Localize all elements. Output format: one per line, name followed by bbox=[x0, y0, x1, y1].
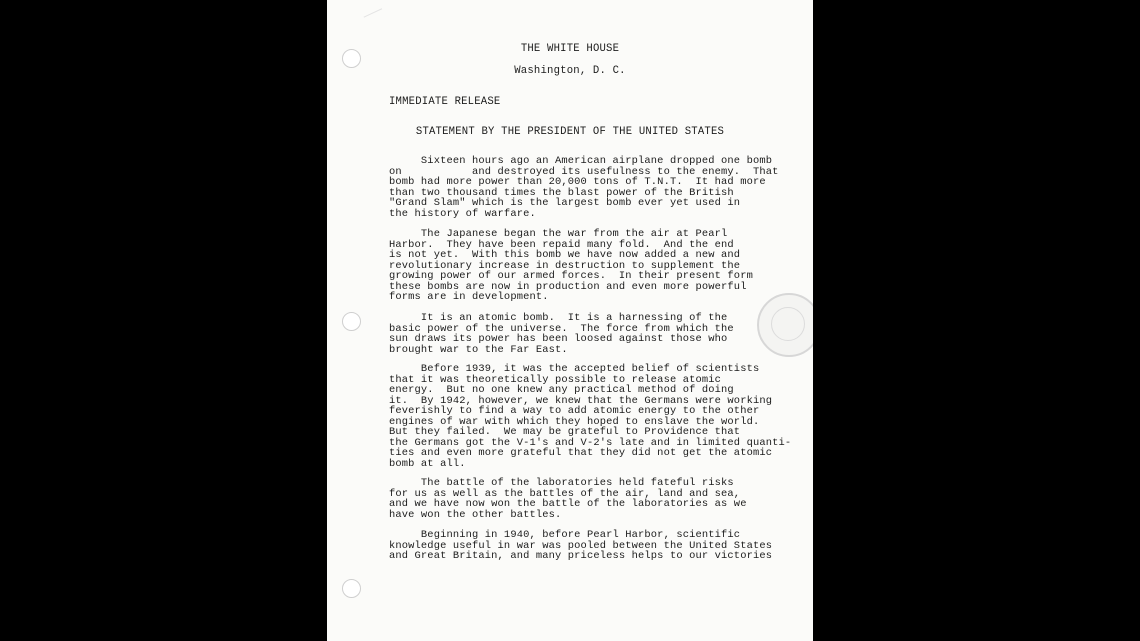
page-smudge bbox=[364, 8, 387, 26]
letterhead-org: THE WHITE HOUSE bbox=[520, 43, 620, 55]
text-line: and Great Britain, and many priceless helps to our victories bbox=[389, 550, 773, 563]
text-line: basic power of the universe. The force from which the bbox=[389, 322, 734, 335]
text-line: The Japanese began the war from the air at Pearl bbox=[389, 228, 728, 240]
text-line: "Grand Slam" which is the largest bomb ever yet used in bbox=[389, 197, 741, 210]
text-line: the Germans got the V-1's and V-2's late and in limited quanti- bbox=[389, 436, 792, 449]
text-line: The battle of the laboratories held fateful risks bbox=[389, 477, 734, 489]
paragraph-6 bbox=[389, 530, 799, 562]
text-line: brought war to the Far East. bbox=[389, 343, 568, 356]
text-line: Harbor. They have been repaid many fold. And the end bbox=[389, 238, 734, 251]
text-line: feverishly to find a way to add atomic energy to the other bbox=[389, 405, 760, 418]
text-line: on and destroyed its usefulness to the enemy. That bbox=[389, 165, 779, 178]
document-title: STATEMENT BY THE PRESIDENT OF THE UNITED STATES bbox=[415, 126, 725, 138]
text-line: engines of war with which they hoped to enslave the world. bbox=[389, 415, 760, 428]
text-line: is not yet. With this bomb we have now added a new and bbox=[389, 249, 741, 262]
text-line: Sixteen hours ago an American airplane dropped one bomb bbox=[389, 155, 773, 167]
text-line: forms are in development. bbox=[389, 291, 549, 304]
text-line: for us as well as the battles of the air, land and sea, bbox=[389, 487, 741, 500]
text-line: knowledge useful in war was pooled between the United States bbox=[389, 539, 773, 552]
document-page bbox=[327, 0, 813, 641]
paragraph-2 bbox=[389, 229, 799, 303]
text-line: bomb had more power than 20,000 tons of T.N.T. It had more bbox=[389, 176, 766, 189]
text-line: But they failed. We may be grateful to Providence that bbox=[389, 426, 741, 439]
text-line: have won the other battles. bbox=[389, 508, 562, 521]
letterhead-place: Washington, D. C. bbox=[514, 65, 626, 77]
text-line: than two thousand times the blast power of the British bbox=[389, 186, 734, 199]
text-line: ties and even more grateful that they did not get the atomic bbox=[389, 447, 773, 460]
text-line: Before 1939, it was the accepted belief of scientists bbox=[389, 363, 760, 375]
stamp-inner-ring bbox=[771, 307, 805, 341]
library-stamp bbox=[757, 293, 813, 357]
text-line: and we have now won the battle of the laboratories as we bbox=[389, 498, 747, 511]
text-line: growing power of our armed forces. In their present form bbox=[389, 270, 753, 283]
text-line: bomb at all. bbox=[389, 457, 466, 470]
text-line: Beginning in 1940, before Pearl Harbor, scientific bbox=[389, 529, 741, 541]
text-line: it. By 1942, however, we knew that the Germans were working bbox=[389, 394, 773, 407]
paragraph-5 bbox=[389, 478, 799, 520]
text-line: the history of warfare. bbox=[389, 207, 536, 220]
paragraph-3 bbox=[389, 313, 799, 355]
release-label: IMMEDIATE RELEASE bbox=[389, 96, 501, 108]
text-line: sun draws its power has been loosed against those who bbox=[389, 333, 728, 346]
text-line: that it was theoretically possible to release atomic bbox=[389, 373, 722, 386]
paragraph-4 bbox=[389, 364, 799, 469]
punch-hole bbox=[342, 312, 361, 331]
paragraph-1 bbox=[389, 156, 799, 219]
punch-hole bbox=[342, 579, 361, 598]
text-line: energy. But no one knew any practical method of doing bbox=[389, 384, 734, 397]
text-line: these bombs are now in production and even more powerful bbox=[389, 280, 747, 293]
text-line: It is an atomic bomb. It is a harnessing of the bbox=[389, 312, 728, 324]
text-line: revolutionary increase in destruction to supplement the bbox=[389, 259, 741, 272]
